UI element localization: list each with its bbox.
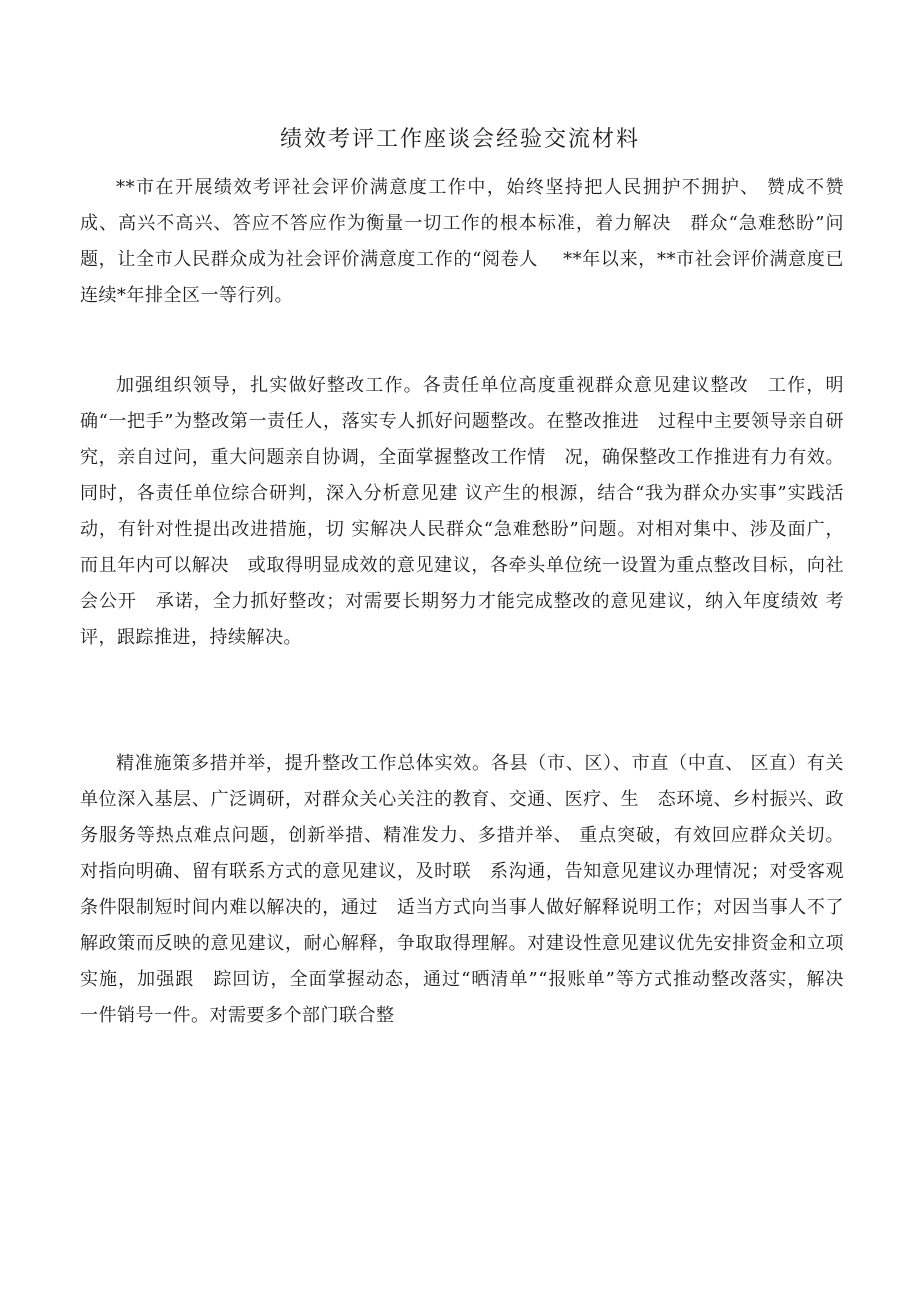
document-title: 绩效考评工作座谈会经验交流材料 [279,127,640,152]
document-body [80,170,863,1034]
paragraph-organization: 加强组织领导，扎实做好整改工作。各责任单位高度重视群众意见建议整改 工作，明确“一把手”为整改第一责任人，落实专人抓好问题整改。在整改推进 过程中主要领导亲自研究，亲自过问，重大问题亲自协调，全面掌握整改工作情 况，确保整改工作推进有力有效。同时，各责任单位综合研判，深入分析意见建 议产生的根源，结合“我为群众办实事”实践活动，有针对性提出改进措施，切 实解决人民群众“急难愁盼”问题。对相对集中、涉及面广，而且年内可以解决 或取得明显成效的意见建议，各牵头单位统一设置为重点整改目标，向社会公开 承诺，全力抓好整改；对需要长期努力才能完成整改的意见建议，纳入年度绩效 考评，跟踪推进，持续解决。 [80,375,844,648]
paragraph-measures: 精准施策多措并举，提升整改工作总体实效。各县（市、区）、市直（中直、 区直）有关单位深入基层、广泛调研，对群众关心关注的教育、交通、医疗、生 态环境、乡村振兴、政务服务等热点难点问题，创新举措、精准发力、多措并举、 重点突破，有效回应群众关切。对指向明确、留有联系方式的意见建议，及时联 系沟通，告知意见建议办理情况；对受客观条件限制短时间内难以解决的，通过 适当方式向当事人做好解释说明工作；对因当事人不了解政策而反映的意见建议，耐心解释，争取取得理解。对建设性意见建议优先安排资金和立项实施，加强跟 踪回访，全面掌握动态，通过“晒清单”“报账单”等方式推动整改落实，解决 一件销号一件。对需要多个部门联合整 [80,753,863,1026]
paragraph-intro: **市在开展绩效考评社会评价满意度工作中，始终坚持把人民拥护不拥护、 赞成不赞成、高兴不高兴、答应不答应作为衡量一切工作的根本标准，着力解决 群众“急难愁盼”问题，让全市人民群众成为社会评价满意度工作的“阅卷人 **年以来，**市社会评价满意度已连续*年排全区一等行列。 [80,177,844,306]
